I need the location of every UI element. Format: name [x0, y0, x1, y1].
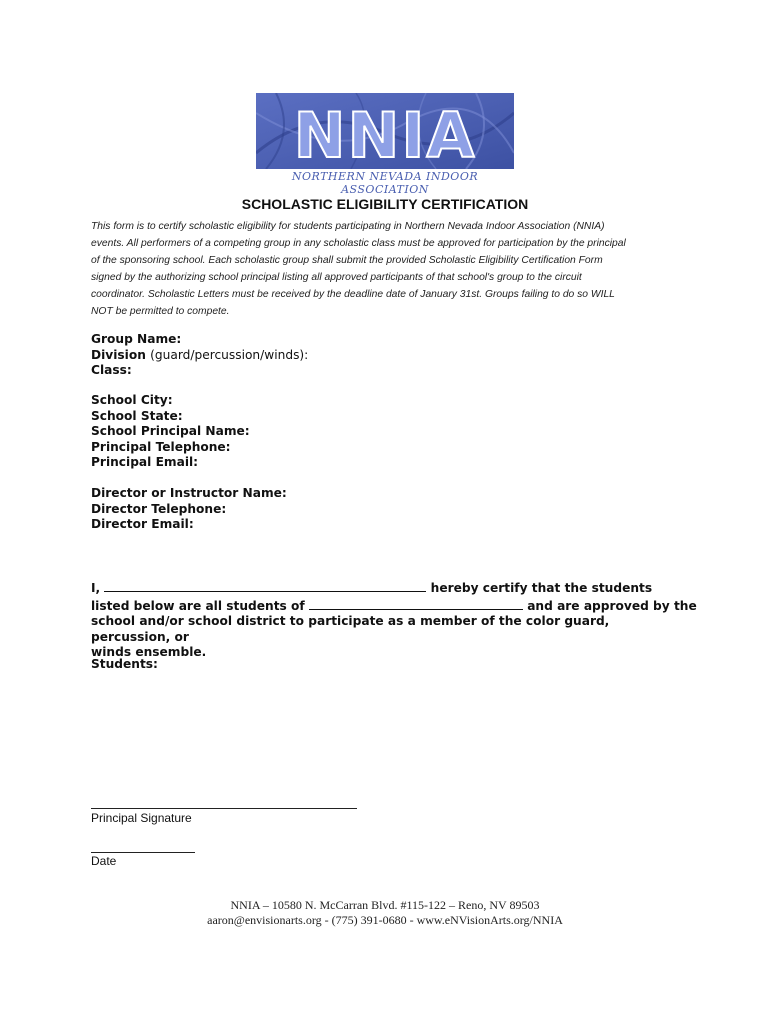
intro-line: NOT be permitted to compete.	[91, 306, 230, 317]
intro-line: events. All performers of a competing group in any scholastic class must be approved for participation by the principal	[91, 238, 626, 249]
division-hint: (guard/percussion/winds):	[150, 347, 309, 362]
certify-line4: winds ensemble.	[91, 645, 207, 659]
footer-address: NNIA – 10580 N. McCarran Blvd. #115-122 – Reno, NV 89503	[230, 898, 540, 912]
school-fields	[91, 393, 691, 471]
certify-prefix: I,	[91, 581, 101, 595]
intro-line: coordinator. Scholastic Letters must be received by the deadline date of January 31st. Groups failing to do so WILL	[91, 289, 615, 300]
school-name-blank[interactable]	[309, 597, 523, 610]
division-label: Division	[91, 347, 146, 362]
director-email-field[interactable]: Director Email:	[91, 517, 194, 531]
date-label: Date	[91, 854, 117, 868]
nnia-logo	[256, 93, 514, 169]
principal-email-field[interactable]: Principal Email:	[91, 455, 199, 469]
director-name-field[interactable]: Director or Instructor Name:	[91, 486, 287, 500]
director-telephone-field[interactable]: Director Telephone:	[91, 501, 227, 516]
intro-line: of the sponsoring school. Each scholastic group shall submit the provided Scholastic Eligibility Certification Form	[91, 255, 603, 266]
intro-paragraph	[91, 218, 691, 320]
logo-text: NNIA	[293, 99, 477, 169]
director-fields	[91, 486, 691, 533]
principal-signature-line[interactable]	[91, 808, 357, 809]
footer-contact: aaron@envisionarts.org - (775) 391-0680 - www.eNVisionArts.org/NNIA	[207, 913, 563, 927]
intro-line: signed by the authorizing school principal listing all approved participants of that school's group to the circuit	[91, 272, 582, 283]
logo-graphic	[256, 93, 514, 169]
school-city-field[interactable]: School City:	[91, 393, 173, 407]
principal-telephone-field[interactable]: Principal Telephone:	[91, 439, 231, 454]
division-field[interactable]	[91, 348, 691, 364]
certification-statement	[91, 579, 697, 661]
principal-name-field[interactable]: School Principal Name:	[91, 424, 250, 438]
students-label: Students:	[91, 657, 158, 671]
page-title: SCHOLASTIC ELIGIBILITY CERTIFICATION	[241, 196, 529, 212]
group-fields	[91, 332, 691, 379]
certifier-name-blank[interactable]	[104, 579, 426, 592]
certify-line2-start: listed below are all students of	[91, 598, 305, 613]
certify-line2-end: and are approved by the	[527, 598, 697, 613]
date-line[interactable]	[91, 852, 195, 853]
intro-line: This form is to certify scholastic eligibility for students participating in Northern Nevada Indoor Association (NNIA)	[91, 221, 605, 232]
certify-line3: school and/or school district to participate as a member of the color guard, percussion, or	[91, 614, 610, 644]
logo-subtitle: NORTHERN NEVADA INDOOR ASSOCIATION	[291, 170, 479, 196]
group-name-field[interactable]: Group Name:	[91, 332, 182, 346]
certify-after-name: hereby certify that the students	[430, 581, 653, 595]
principal-signature-label: Principal Signature	[91, 811, 192, 825]
class-field[interactable]: Class:	[91, 363, 132, 377]
school-state-field[interactable]: School State:	[91, 408, 183, 423]
